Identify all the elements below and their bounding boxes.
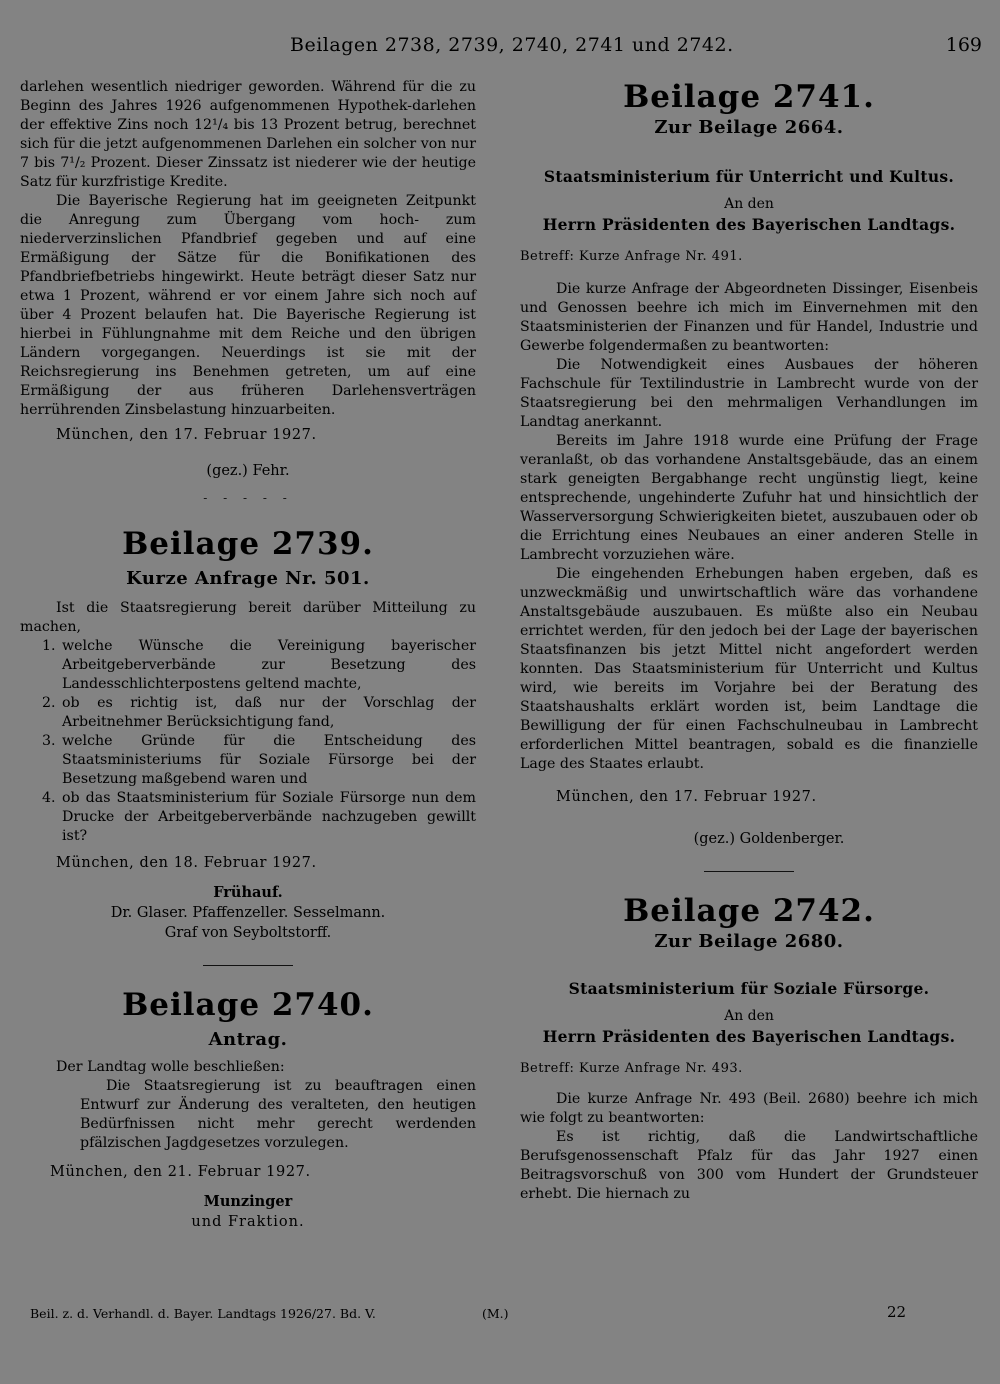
left-column [20,78,476,1232]
section-subheading: Zur Beilage 2664. [654,117,844,138]
right-column [520,78,978,1204]
betreff-line: Betreff: Kurze Anfrage Nr. 493. [520,1061,743,1076]
signature: (gez.) Goldenberger. [693,831,845,847]
signature-number: 22 [887,1303,907,1321]
list-item: 2. ob es richtig ist, daß nur der Vorschlag der Arbeitnehmer Berücksichtigung fand, [60,694,476,732]
section-heading-2742: Beilage 2742. [623,893,875,929]
date-line: München, den 18. Februar 1927. [56,855,317,871]
date-line: München, den 17. Februar 1927. [556,789,817,805]
paragraph: Ist die Staatsregierung bereit darüber Mitteilung zu machen, [20,600,476,635]
section-subheading: Kurze Anfrage Nr. 501. [126,568,370,589]
recipient-line: Herrn Präsidenten des Bayerischen Landtags. [542,215,956,234]
question-list [20,637,476,846]
paragraph: Die Staatsregierung ist zu beauftragen einen Entwurf zur Änderung des veralteten, den heutigen Bedürfnissen nicht mehr gerecht werdenden pfälzischen Jagdgesetzes vorzulegen. [80,1078,476,1151]
ministry-line: Staatsministerium für Unterricht und Kultus. [543,167,955,186]
recipient-line: Herrn Präsidenten des Bayerischen Landtags. [542,1027,956,1046]
paragraph: Der Landtag wolle beschließen: [56,1059,285,1075]
separator-dots: - - - - - [203,491,293,505]
paragraph: Bereits im Jahre 1918 wurde eine Prüfung der Frage veranlaßt, ob das vorhandene Anstaltsgebäude, das an einem stark geneigten Bergabhange recht ungünstig liegt, keine entsprechende, ungehinderte Zufuhr hat und hinsichtlich der Wasserversorgung Schwierigkeiten bietet, auszubauen oder ob die Errichtung eines Neubaues an einer anderen Stelle in Lambrecht vorzuziehen wäre. [520,433,978,563]
ministry-line: Staatsministerium für Soziale Fürsorge. [568,979,930,998]
signature: (gez.) Fehr. [206,463,290,479]
signature: Frühauf. [213,884,283,901]
paragraph: darlehen wesentlich niedriger geworden. Während für die zu Beginn des Jahres 1926 aufgenommenen Hypothek-darlehen der effektive Zins noch 12¹/₄ bis 13 Prozent betrug, berechnet sich für die jetzt aufgenommenen Darlehen ein solcher von nur 7 bis 7¹/₂ Prozent. Dieser Zinssatz ist niederer wie der heutige Satz für kurzfristige Kredite. [20,79,476,190]
page-header [0,34,1000,62]
signature: Graf von Seyboltstorff. [164,925,332,941]
list-item: 4. ob das Staatsministerium für Soziale Fürsorge nun dem Drucke der Arbeitgeberverbände nachzugeben gewillt ist? [60,789,476,846]
section-heading-2740: Beilage 2740. [122,987,374,1023]
section-heading-2741: Beilage 2741. [623,79,875,115]
footer-source: Beil. z. d. Verhandl. d. Bayer. Landtags 1926/27. Bd. V. [30,1306,376,1321]
running-title: Beilagen 2738, 2739, 2740, 2741 und 2742. [290,34,734,56]
signature: und Fraktion. [191,1214,305,1230]
section-subheading: Zur Beilage 2680. [654,931,844,952]
paragraph: Die Bayerische Regierung hat im geeigneten Zeitpunkt die Anregung zum Übergang vom hoch- zum niederverzinslichen Pfandbrief gegeben und auf eine Ermäßigung der Sätze für die Bonifikationen des Pfandbriefbetriebs hingewirkt. Heute beträgt dieser Satz nur etwa 1 Prozent, während er vor einem Jahre sich noch auf über 4 Prozent belaufen hat. Die Bayerische Regierung ist hierbei in Fühlungnahme mit dem Reiche und den übrigen Ländern vorgegangen. Neuerdings ist sie mit der Reichsregierung ins Benehmen getreten, um auf eine Ermäßigung der aus früheren Darlehensverträgen herrührenden Zinsbelastung hinzuarbeiten. [20,193,476,418]
paragraph: Die kurze Anfrage der Abgeordneten Dissinger, Eisenbeis und Genossen beehre ich mich im Einvernehmen mit den Staatsministerien der Finanzen und für Handel, Industrie und Gewerbe folgendermaßen zu beantworten: [520,281,978,354]
date-line: München, den 21. Februar 1927. [50,1164,311,1180]
paragraph: Die eingehenden Erhebungen haben ergeben, daß es unzweckmäßig und unwirtschaftlich wäre das vorhandene Anstaltsgebäude auszubauen. Es müßte also ein Neubau errichtet werden, für den jedoch bei der Lage der bayerischen Staatsfinanzen bis jetzt Mittel nicht angefordert werden konnten. Das Staatsministerium für Unterricht und Kultus wird, wie bereits im Vorjahre bei der Beratung des Staatshaushalts erklärt worden ist, beim Landtage die Bewilligung der für einen Fachschulneubau in Lambrecht erforderlichen Mittel beantragen, sobald es die finanzielle Lage des Staates erlaubt. [520,566,978,772]
an-den: An den [724,1008,774,1024]
section-heading-2739: Beilage 2739. [122,526,374,562]
signature: Dr. Glaser. Pfaffenzeller. Sesselmann. [110,905,386,921]
paragraph: Die Notwendigkeit eines Ausbaues der höheren Fachschule für Textilindustrie in Lambrecht wurde von der Staatsregierung bei den mehrmaligen Verhandlungen im Landtag anerkannt. [520,357,978,430]
page-number: 169 [945,34,982,56]
betreff-line: Betreff: Kurze Anfrage Nr. 491. [520,249,743,264]
footer-mark: (M.) [482,1306,509,1321]
page-footer [30,1303,980,1326]
section-subheading: Antrag. [208,1029,288,1050]
date-line: München, den 17. Februar 1927. [56,427,317,443]
list-item: 3. welche Gründe für die Entscheidung des Staatsministeriums für Soziale Fürsorge bei der Besetzung maßgebend waren und [60,732,476,789]
list-item: 1. welche Wünsche die Vereinigung bayerischer Arbeitgeberverbände zur Besetzung des Landesschlichterpostens geltend machte, [60,637,476,694]
signature: Munzinger [203,1193,293,1210]
paragraph: Die kurze Anfrage Nr. 493 (Beil. 2680) beehre ich mich wie folgt zu beantworten: [520,1091,978,1126]
an-den: An den [724,196,774,212]
paragraph: Es ist richtig, daß die Landwirtschaftliche Berufsgenossenschaft Pfalz für das Jahr 1927 einen Beitragsvorschuß von 300 vom Hundert der Grundsteuer erhebt. Die hiernach zu [520,1129,978,1202]
